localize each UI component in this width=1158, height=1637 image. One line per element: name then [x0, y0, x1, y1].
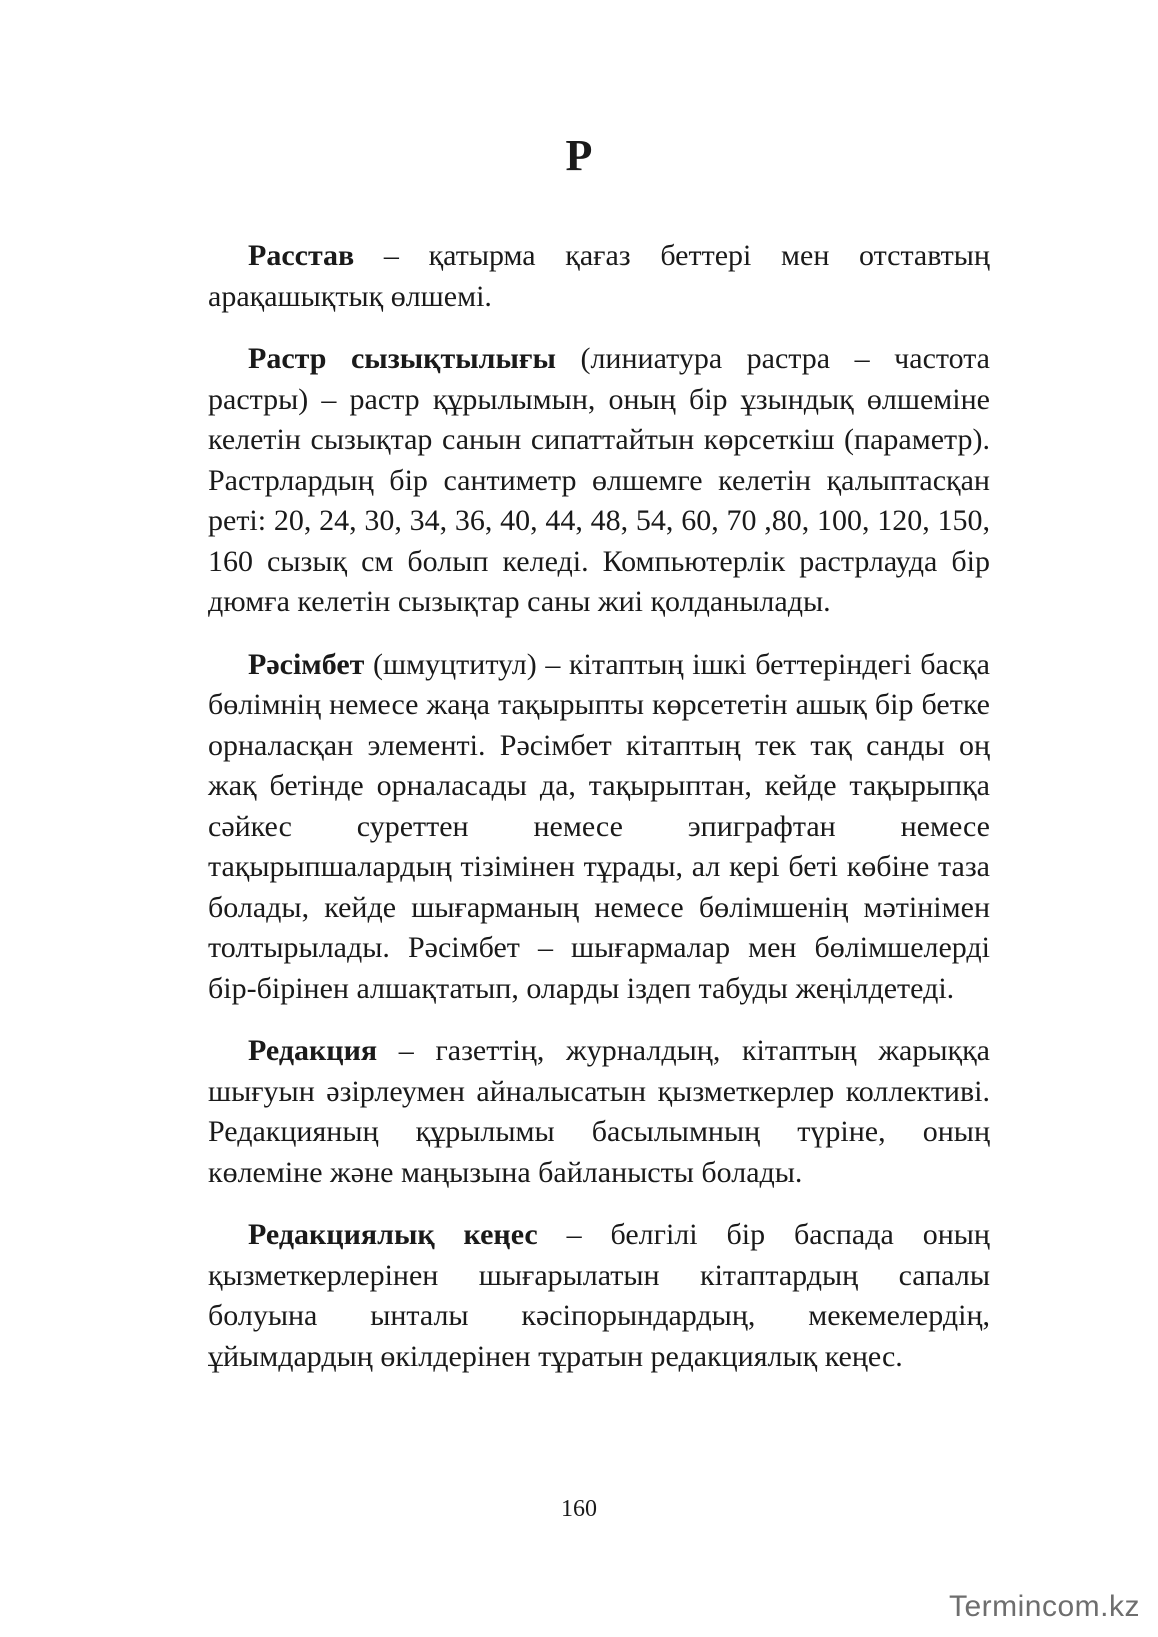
watermark-logo: Termincom.kz — [948, 1590, 1140, 1623]
entry-term: Рәсімбет — [248, 647, 365, 681]
entry-term: Редакциялық кеңес — [248, 1218, 538, 1251]
entry-rasimbet — [208, 645, 990, 1010]
page-number: 160 — [561, 1496, 597, 1522]
entry-rastr-syzyktylygy — [208, 339, 990, 623]
entry-definition: – газеттің, журналдың, кітаптың жарыққа шығуын әзірлеумен айналысатын қызметкерлер коллективі. Редакцияның құрылымы басылымның түріне, оның көлеміне және маңызына байланысты болады. — [208, 1034, 990, 1189]
entry-definition: – қатырма қағаз беттері мен отставтың арақашықтық өлшемі. — [208, 239, 990, 313]
dictionary-entries — [208, 236, 990, 1399]
section-letter: Р — [565, 131, 593, 180]
entry-term: Растр сызықтылығы — [248, 342, 556, 375]
entry-definition: (шмуцтитул) – кітаптың ішкі беттеріндегі басқа бөлімнің немесе жаңа тақырыпты көрсететін ашық бір бетке орналасқан элементі. Рәсімбет кітаптың тек тақ санды оң жақ бетінде орналасады да, тақырыптан, кейде тақырыпқа сәйкес суреттен немесе эпиграфтан немесе тақырыпшалардың тізімінен тұрады, ал кері беті көбіне таза болады, кейде шығарманың немесе бөлімшенің мәтінімен толтырылады. Рәсімбет – шығармалар мен бөлімшелерді бір-бірінен алшақтатып, оларды іздеп табуды жеңілдетеді. — [208, 647, 990, 1005]
entry-term: Расстав — [248, 239, 355, 272]
entry-definition: – белгілі бір баспада оның қызметкерлерінен шығарылатын кітаптардың сапалы болуына ынталы кәсіпорындардың, мекемелердің, ұйымдардың өкілдерінен тұратын редакциялық кеңес. — [208, 1218, 990, 1373]
entry-redaktsiyalyk-kenes — [208, 1215, 990, 1377]
entry-term: Редакция — [248, 1034, 378, 1067]
entry-rasstav — [208, 236, 990, 317]
entry-definition: (линиатура растра – частота растры) – растр құрылымын, оның бір ұзындық өлшеміне келетін сызықтар санын сипаттайтын көрсеткіш (параметр). Растрлардың бір сантиметр өлшемге келетін қалыптасқан реті: 20, 24, 30, 34, 36, 40, 44, 48, 54, 60, 70 ,80, 100, 120, 150, 160 сызық см болып келеді. Компьютерлік растрлауда бір дюмға келетін сызықтар саны жиі қолданылады. — [208, 342, 990, 618]
entry-redaktsiya — [208, 1031, 990, 1193]
